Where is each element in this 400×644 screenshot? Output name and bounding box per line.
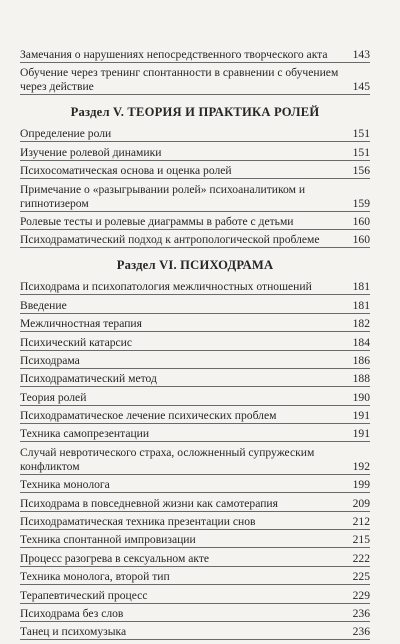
toc-entry bbox=[20, 215, 370, 230]
toc-entry-title: Замечания о нарушениях непосредственного творческого акта bbox=[20, 48, 328, 61]
toc-entry bbox=[20, 391, 370, 406]
toc-entry-page: 225 bbox=[352, 570, 370, 584]
toc-entry bbox=[20, 183, 370, 212]
toc-entry-page: 199 bbox=[352, 478, 370, 492]
toc-entry-title: Терапевтический процесс bbox=[20, 588, 148, 602]
toc-entry-page: 191 bbox=[352, 427, 370, 441]
toc-entry-page: 184 bbox=[352, 335, 370, 349]
section-heading: Раздел V. ТЕОРИЯ И ПРАКТИКА РОЛЕЙ bbox=[70, 105, 320, 120]
toc-entry-page: 191 bbox=[352, 409, 370, 423]
toc-entry-page: 236 bbox=[352, 606, 370, 620]
toc-entry-page: 190 bbox=[352, 390, 370, 404]
toc-entry-title: Психический катарсис bbox=[20, 335, 133, 349]
toc-entry bbox=[20, 625, 370, 640]
toc-entry-page: 160 bbox=[352, 233, 370, 247]
toc-entry-page: 143 bbox=[352, 48, 370, 61]
toc-entry-title: Психодрама bbox=[20, 353, 80, 367]
toc-entry bbox=[20, 446, 370, 475]
toc-entry bbox=[20, 233, 370, 248]
toc-entry-title: Изучение ролевой динамики bbox=[20, 145, 162, 159]
toc-entry bbox=[20, 127, 370, 142]
toc-entry bbox=[20, 497, 370, 512]
toc-entry bbox=[20, 336, 370, 351]
toc-entry bbox=[20, 354, 370, 369]
toc-entry-title: Психодраматическая техника презентации снов bbox=[20, 515, 256, 529]
toc-entry-title: Психодраматический метод bbox=[20, 372, 157, 386]
toc-entry bbox=[20, 570, 370, 585]
toc-entry bbox=[20, 409, 370, 424]
toc-entry-title: Техника монолога, второй тип bbox=[20, 570, 170, 584]
toc-entry-title: Случай невротического страха, осложненный супружеским конфликтом bbox=[20, 445, 315, 473]
toc-entry-title: Обучение через тренинг спонтанности в сравнении с обучением через действие bbox=[20, 66, 339, 94]
toc-entry-page: 192 bbox=[352, 459, 370, 473]
toc-entry-title: Процесс разогрева в сексуальном акте bbox=[20, 551, 210, 565]
toc-entry bbox=[20, 515, 370, 530]
toc-entry-page: 236 bbox=[352, 625, 370, 639]
toc-entry-page: 145 bbox=[352, 80, 370, 94]
toc-entry-title: Примечание о «разыгрывании ролей» психоаналитиком и гипнотизером bbox=[20, 182, 306, 210]
toc-entry-page: 160 bbox=[352, 214, 370, 228]
toc-entry-page: 151 bbox=[352, 145, 370, 159]
toc-entry bbox=[20, 552, 370, 567]
toc-entry-title: Танец и психомузыка bbox=[20, 625, 127, 639]
toc-entry bbox=[20, 317, 370, 332]
toc-entry-title: Межличностная терапия bbox=[20, 317, 142, 331]
toc-entry-title: Введение bbox=[20, 298, 67, 312]
toc-entry-page: 159 bbox=[352, 196, 370, 210]
toc-entry-page: 186 bbox=[352, 353, 370, 367]
toc-entry bbox=[20, 66, 370, 95]
toc-entry-title: Психодраматический подход к антропологической проблеме bbox=[20, 233, 320, 247]
toc-entry-title: Психодрама без слов bbox=[20, 606, 124, 620]
toc-entry bbox=[20, 146, 370, 161]
toc-entry-page: 212 bbox=[352, 515, 370, 529]
toc-entry-page: 188 bbox=[352, 372, 370, 386]
toc-entry bbox=[20, 607, 370, 622]
toc-entry-title: Определение роли bbox=[20, 127, 112, 141]
toc-entry bbox=[20, 280, 370, 295]
toc-entry-page: 182 bbox=[352, 317, 370, 331]
toc-entry-page: 229 bbox=[352, 588, 370, 602]
toc-entry-page: 181 bbox=[352, 298, 370, 312]
table-of-contents bbox=[20, 48, 370, 644]
toc-entry-page: 181 bbox=[352, 280, 370, 294]
toc-entry-title: Ролевые тесты и ролевые диаграммы в работе с детьми bbox=[20, 214, 294, 228]
toc-entry-page: 209 bbox=[352, 496, 370, 510]
toc-entry-page: 151 bbox=[352, 127, 370, 141]
toc-entry bbox=[20, 427, 370, 442]
toc-entry-title: Психодрама в повседневной жизни как самотерапия bbox=[20, 496, 278, 510]
toc-entry bbox=[20, 533, 370, 548]
toc-entry-page: 156 bbox=[352, 164, 370, 178]
toc-entry-title: Психодраматическое лечение психических проблем bbox=[20, 409, 277, 423]
toc-entry-title: Техника монолога bbox=[20, 478, 110, 492]
toc-entry bbox=[20, 372, 370, 387]
toc-entry bbox=[20, 48, 370, 63]
toc-entry-title: Психодрама и психопатология межличностных отношений bbox=[20, 280, 312, 294]
toc-entry-title: Психосоматическая основа и оценка ролей bbox=[20, 164, 232, 178]
section-heading: Раздел VI. ПСИХОДРАМА bbox=[116, 258, 274, 273]
toc-entry-title: Техника самопрезентации bbox=[20, 427, 150, 441]
toc-entry bbox=[20, 589, 370, 604]
toc-entry-page: 215 bbox=[352, 533, 370, 547]
toc-entry-page: 222 bbox=[352, 551, 370, 565]
toc-entry bbox=[20, 478, 370, 493]
toc-entry bbox=[20, 164, 370, 179]
toc-entry-title: Теория ролей bbox=[20, 390, 87, 404]
toc-entry-title: Техника спонтанной импровизации bbox=[20, 533, 196, 547]
toc-entry bbox=[20, 299, 370, 314]
